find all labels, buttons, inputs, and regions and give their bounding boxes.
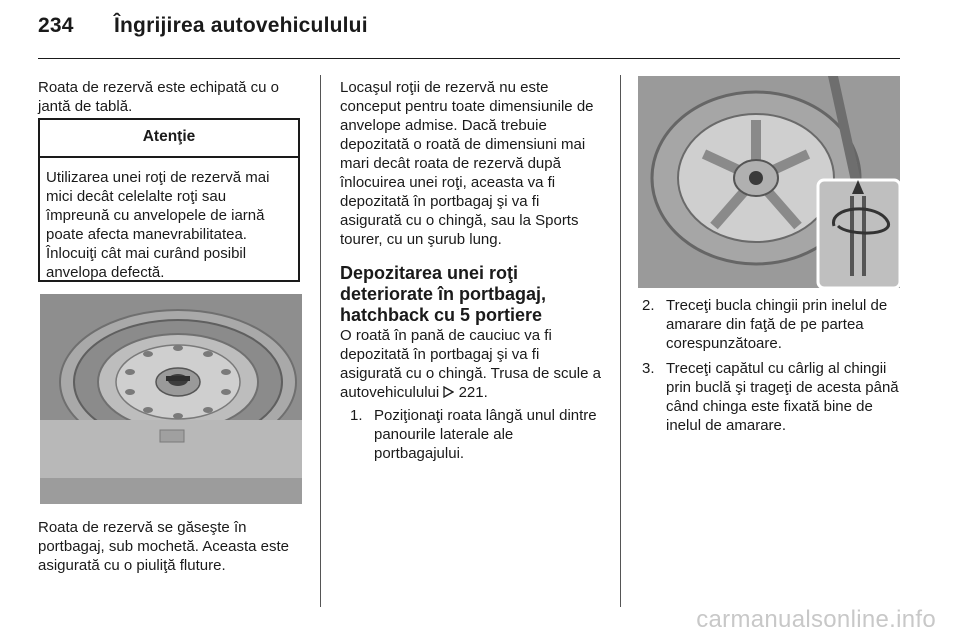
para2-text: O roată în pană de cauciuc va fi depozitată în portbagaj şi va fi asigurată cu o chingă. Trusa de scule a autovehiculului xyxy=(340,327,601,401)
warning-title: Atenţie xyxy=(40,120,298,158)
page-title: Îngrijirea autovehiculului xyxy=(114,14,368,37)
steps-list-middle xyxy=(350,406,604,463)
spare-wheel-illustration xyxy=(40,294,302,504)
page-number: 234 xyxy=(38,14,74,37)
page-reference-icon xyxy=(443,384,454,401)
step-text: Treceţi bucla chingii prin inelul de amarare din faţă de pe partea corespunzătoare. xyxy=(666,297,888,352)
warning-body: Utilizarea unei roţi de rezervă mai mici decât celelalte roţi sau împreună cu anvelopele de iarnă poate afecta manevrabilitatea. Înlocuiţi cât mai curând posibil anvelopa defectă. xyxy=(46,169,270,281)
middle-column xyxy=(340,78,604,463)
step-number: 3. xyxy=(642,360,655,377)
middle-paragraph-2 xyxy=(340,326,604,402)
column-divider-right xyxy=(620,75,621,607)
page-reference: 221. xyxy=(458,384,488,401)
steps-list-right xyxy=(642,296,904,435)
intro-text: Roata de rezervă este echipată cu o jantă de tablă. xyxy=(38,79,279,115)
middle-paragraph: Locaşul roţii de rezervă nu este conceput pentru toate dimensiunile de anvelope admise. Dacă trebuie depozitată o roată de dimensiuni mai mari decât roata de rezervă după înlocuirea unei roţi, aceasta va fi depozitată în portbagaj şi va fi asigurată cu o chingă, sau la Sports tourer, cu un şurub lung. xyxy=(340,79,594,248)
step-text: Poziţionaţi roata lângă unul dintre panourile laterale ale portbagajului. xyxy=(374,407,597,462)
header-rule xyxy=(38,58,900,59)
figure-caption xyxy=(38,518,300,575)
column-divider-left xyxy=(320,75,321,607)
left-column-intro xyxy=(38,78,300,116)
list-item xyxy=(642,296,904,353)
strap-illustration xyxy=(638,76,900,288)
step-number: 1. xyxy=(350,407,363,424)
list-item xyxy=(350,406,604,463)
watermark: carmanualsonline.info xyxy=(696,606,936,633)
step-text: Treceţi capătul cu cârlig al chingii prin buclă şi trageţi de acesta până când chinga este fixată bine de inelul de amarare. xyxy=(666,360,899,434)
spare-wheel-figure xyxy=(40,294,302,504)
right-column xyxy=(642,296,904,435)
strap-figure xyxy=(638,76,900,288)
section-heading: Depozitarea unei roţi deteriorate în portbagaj, hatchback cu 5 portiere xyxy=(340,263,547,325)
step-number: 2. xyxy=(642,297,655,314)
caption-text: Roata de rezervă se găseşte în portbagaj, sub mochetă. Aceasta este asigurată cu o piuliţă fluture. xyxy=(38,519,289,574)
warning-box xyxy=(38,118,300,282)
list-item xyxy=(642,359,904,435)
